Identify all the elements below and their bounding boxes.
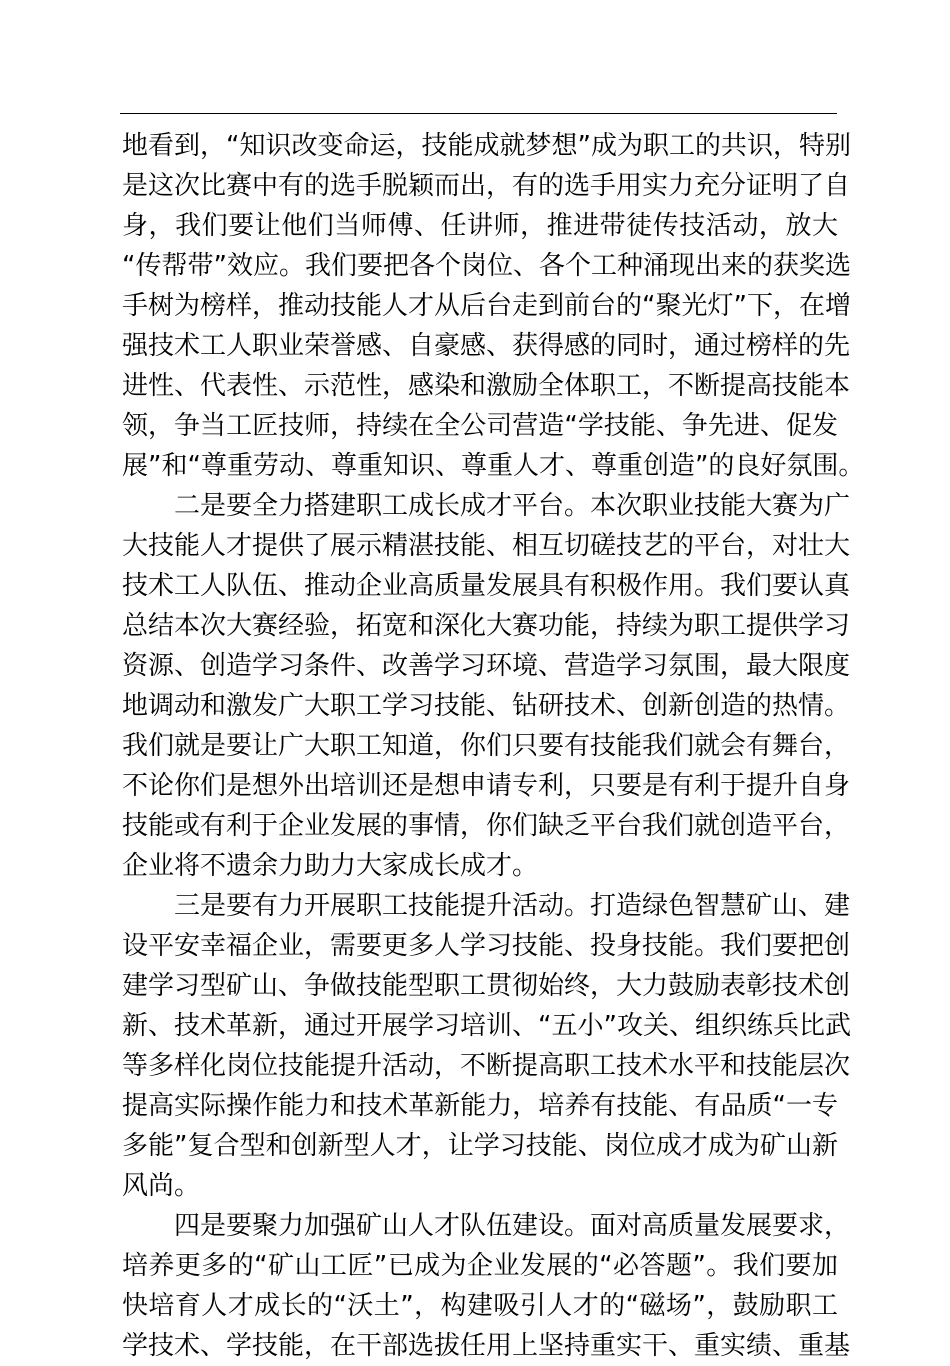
text-line: 设平安幸福企业，需要更多人学习技能、投身技能。我们要把创 xyxy=(122,931,851,961)
text-line: 总结本次大赛经验，拓宽和深化大赛功能，持续为职工提供学习 xyxy=(122,611,851,641)
text-line: 身，我们要让他们当师傅、任讲师，推进带徒传技活动，放大 xyxy=(122,211,838,241)
text-line: 我们就是要让广大职工知道，你们只要有技能我们就会有舞台， xyxy=(122,731,851,761)
text-line: 建学习型矿山、争做技能型职工贯彻始终，大力鼓励表彰技术创 xyxy=(122,971,851,1001)
paragraph-end-line: 风尚。 xyxy=(122,1171,201,1201)
text-line: 学技术、学技能，在干部选拔任用上坚持重实干、重实绩、重基 xyxy=(122,1331,851,1361)
paragraph-end-line: 企业将不遗余力助力大家成长成才。 xyxy=(122,851,539,881)
text-line: 等多样化岗位技能提升活动，不断提高职工技术水平和技能层次 xyxy=(122,1051,851,1081)
text-line: “传帮带”效应。我们要把各个岗位、各个工种涌现出来的获奖选 xyxy=(122,251,851,281)
text-line: 手树为榜样，推动技能人才从后台走到前台的“聚光灯”下，在增 xyxy=(122,291,851,321)
text-line: 技能或有利于企业发展的事情，你们缺乏平台我们就创造平台， xyxy=(122,811,851,841)
text-line: 培养更多的“矿山工匠”已成为企业发展的“必答题”。我们要加 xyxy=(122,1251,838,1281)
text-line: 是这次比赛中有的选手脱颖而出，有的选手用实力充分证明了自 xyxy=(122,171,851,201)
text-line: 地看到，“知识改变命运，技能成就梦想”成为职工的共识，特别 xyxy=(122,131,851,161)
text-line: 快培育人才成长的“沃土”，构建吸引人才的“磁场”，鼓励职工 xyxy=(122,1291,838,1321)
text-line: 技术工人队伍、推动企业高质量发展具有积极作用。我们要认真 xyxy=(122,571,851,601)
text-line: 进性、代表性、示范性，感染和激励全体职工，不断提高技能本 xyxy=(122,371,851,401)
text-line: 新、技术革新，通过开展学习培训、“五小”攻关、组织练兵比武 xyxy=(122,1011,851,1041)
text-line: 领，争当工匠技师，持续在全公司营造“学技能、争先进、促发 xyxy=(122,411,838,441)
header-rule xyxy=(120,113,837,114)
text-line: 展”和“尊重劳动、尊重知识、尊重人才、尊重创造”的良好氛围。 xyxy=(122,451,865,481)
text-line: 强技术工人职业荣誉感、自豪感、获得感的同时，通过榜样的先 xyxy=(122,331,851,361)
paragraph-start-line: 四是要聚力加强矿山人才队伍建设。面对高质量发展要求， xyxy=(174,1211,851,1241)
text-line: 大技能人才提供了展示精湛技能、相互切磋技艺的平台，对壮大 xyxy=(122,531,851,561)
body-text xyxy=(122,126,865,1366)
text-line: 地调动和激发广大职工学习技能、钻研技术、创新创造的热情。 xyxy=(122,691,851,721)
text-line: 不论你们是想外出培训还是想申请专利，只要是有利于提升自身 xyxy=(122,771,851,801)
text-line: 多能”复合型和创新型人才，让学习技能、岗位成才成为矿山新 xyxy=(122,1131,838,1161)
text-line: 提高实际操作能力和技术革新能力，培养有技能、有品质“一专 xyxy=(122,1091,838,1121)
paragraph-start-line: 三是要有力开展职工技能提升活动。打造绿色智慧矿山、建 xyxy=(174,891,851,921)
text-line: 资源、创造学习条件、改善学习环境、营造学习氛围，最大限度 xyxy=(122,651,851,681)
paragraph-start-line: 二是要全力搭建职工成长成才平台。本次职业技能大赛为广 xyxy=(174,491,851,521)
